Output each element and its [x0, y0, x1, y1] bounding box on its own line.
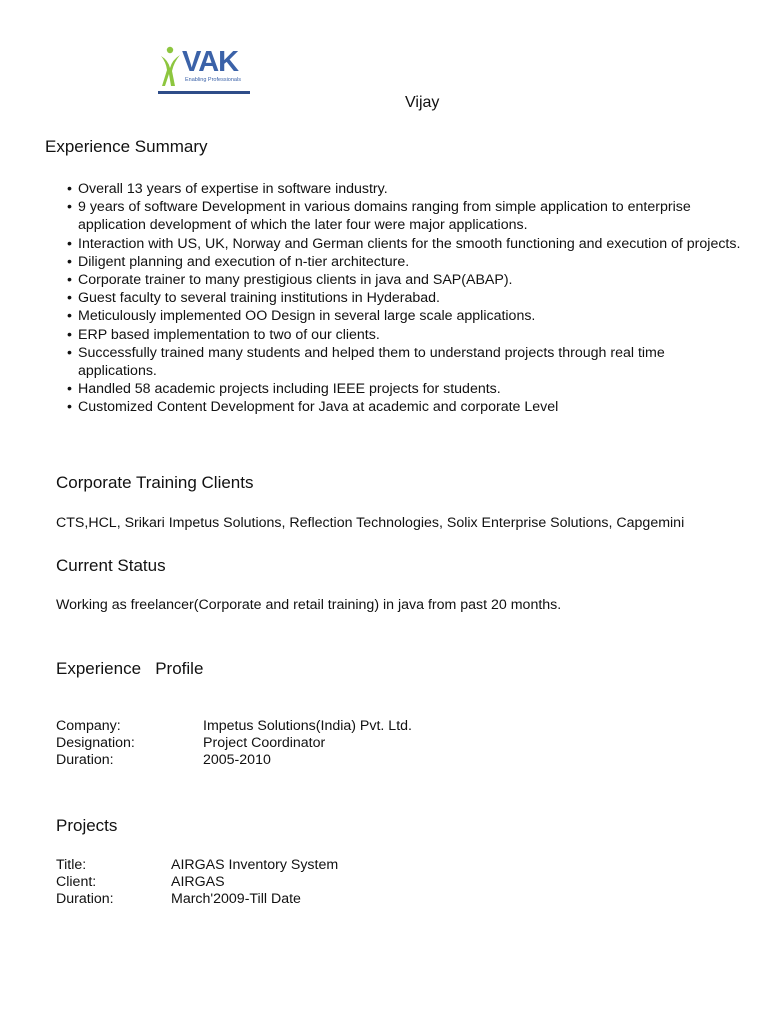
profile-value: Impetus Solutions(India) Pvt. Ltd.	[203, 718, 412, 734]
project-value: AIRGAS Inventory System	[171, 857, 339, 873]
summary-item: • Successfully trained many students and helped them to understand projects through real time applications.	[56, 344, 746, 380]
logo-underline	[158, 91, 250, 94]
project-value: March'2009-Till Date	[171, 891, 301, 907]
project-value: AIRGAS	[171, 874, 225, 890]
profile-label: Company:	[56, 718, 121, 734]
project-row-duration	[56, 891, 556, 908]
summary-item: • Handled 58 academic projects including IEEE projects for students.	[56, 380, 746, 398]
summary-item: • Meticulously implemented OO Design in several large scale applications.	[56, 307, 746, 325]
profile-value: 2005-2010	[203, 752, 271, 768]
summary-item: • Corporate trainer to many prestigious clients in java and SAP(ABAP).	[56, 271, 746, 289]
experience-profile-heading: Experience Profile	[56, 659, 204, 678]
project-label: Duration:	[56, 891, 114, 907]
summary-item: • 9 years of software Development in various domains ranging from simple application to enterprise application development of which the later four were major applications.	[56, 198, 746, 234]
profile-row-designation	[56, 735, 556, 752]
current-status-text: Working as freelancer(Corporate and retail training) in java from past 20 months.	[56, 597, 562, 613]
profile-label: Designation:	[56, 735, 135, 751]
company-logo	[158, 44, 252, 96]
profile-row-company	[56, 718, 556, 735]
profile-row-duration	[56, 752, 556, 769]
experience-summary-list	[56, 180, 746, 417]
logo-text: VAK	[182, 46, 239, 78]
corporate-training-heading: Corporate Training Clients	[56, 473, 254, 492]
profile-label: Duration:	[56, 752, 114, 768]
experience-profile-details	[56, 718, 556, 769]
project-label: Title:	[56, 857, 87, 873]
experience-summary-heading: Experience Summary	[45, 137, 208, 156]
summary-item: • Customized Content Development for Java at academic and corporate Level	[56, 398, 746, 416]
summary-item: • Interaction with US, UK, Norway and German clients for the smooth functioning and execution of projects.	[56, 235, 746, 253]
summary-item: • Guest faculty to several training institutions in Hyderabad.	[56, 289, 746, 307]
logo-tagline: Enabling Professionals	[185, 77, 241, 83]
profile-value: Project Coordinator	[203, 735, 326, 751]
candidate-name: Vijay	[405, 94, 440, 111]
project-row-title	[56, 857, 556, 874]
corporate-training-clients-text: CTS,HCL, Srikari Impetus Solutions, Reflection Technologies, Solix Enterprise Solutions, Capgemini	[56, 515, 685, 531]
project-label: Client:	[56, 874, 97, 890]
current-status-heading: Current Status	[56, 556, 166, 575]
project-details	[56, 857, 556, 908]
summary-item: • Overall 13 years of expertise in software industry.	[56, 180, 746, 198]
project-row-client	[56, 874, 556, 891]
summary-item: • Diligent planning and execution of n-tier architecture.	[56, 253, 746, 271]
projects-heading: Projects	[56, 816, 118, 835]
summary-item: • ERP based implementation to two of our clients.	[56, 326, 746, 344]
